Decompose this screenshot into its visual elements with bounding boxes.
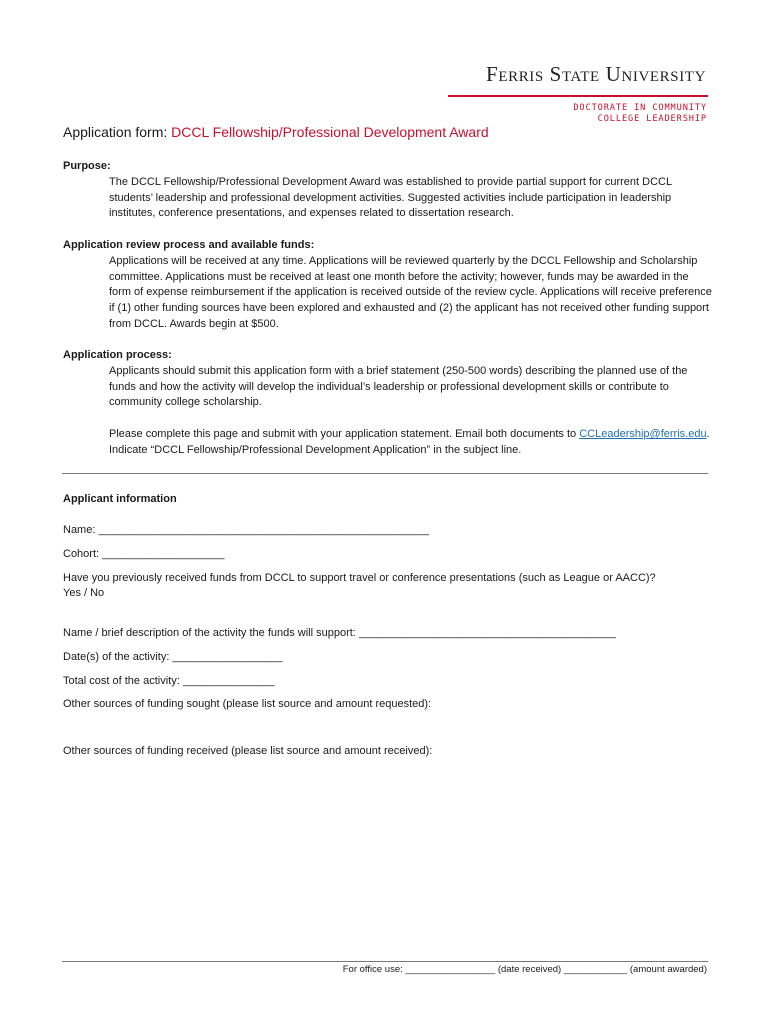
previous-funds-options[interactable]: Yes / No [63,587,105,599]
instructions-subject: . Indicate “DCCL Fellowship/Professional Development Application” in the subject line. [109,428,710,456]
funding-sought-field[interactable]: Other sources of funding sought (please list source and amount requested): [63,698,432,710]
section-divider [62,473,708,474]
activity-field[interactable]: Name / brief description of the activity the funds will support: __________________________________________ [63,627,616,639]
review-section [63,238,713,333]
review-heading: Application review process and available funds: [63,239,315,251]
office-use-footer: For office use: _________________ (date received) ____________ (amount awarded) [342,964,707,975]
review-text: Applications will be received at any time. Applications will be reviewed quarterly by the DCCL Fellowship and Scholarship committee. Applications must be received at least one month before the activity; however, funds may be awarded in the form of expense reimbursement if the application is received outside of the review cycle. Applications will receive preference if (1) other funding sources have been explored and exhausted and (2) the applicant has not received other funding support from DCCL. Awards begin at $500. [109,254,712,330]
program-name [467,103,707,124]
funding-received-field[interactable]: Other sources of funding received (please list source and amount received): [63,745,433,757]
university-logo [486,62,706,87]
purpose-section [63,159,713,222]
email-link[interactable]: CCLeadership@ferris.edu [579,428,707,441]
process-text: Applicants should submit this application form with a brief statement (250-500 words) describing the planned use of the funds and how the activity will develop the individual’s leadership or professional development skills or contribute to community college scholarship. [109,364,688,409]
dates-field[interactable]: Date(s) of the activity: __________________ [63,651,283,663]
title-value: DCCL Fellowship/Professional Development Award [171,124,489,140]
cohort-field[interactable]: Cohort: ____________________ [63,548,225,560]
process-instructions [63,427,713,459]
program-line-1: DOCTORATE IN COMMUNITY [573,103,707,113]
applicant-heading: Applicant information [63,493,177,505]
page-title [63,124,489,140]
purpose-heading: Purpose: [63,160,111,172]
previous-funds-question: Have you previously received funds from DCCL to support travel or conference presentations (such as League or AACC)? [63,572,656,584]
footer-rule [62,961,708,962]
purpose-text: The DCCL Fellowship/Professional Development Award was established to provide partial support for current DCCL students’ leadership and professional development activities. Suggested activities include participation in leadership institutes, conference presentations, and expenses related to dissertation research. [109,175,672,220]
name-field[interactable]: Name: ______________________________________________________ [63,524,429,536]
header-rule [448,95,708,97]
cost-field[interactable]: Total cost of the activity: _______________ [63,675,275,687]
process-section [63,348,713,459]
title-label: Application form: [63,124,168,140]
instructions-text: Please complete this page and submit with your application statement. Email both documents to [109,428,577,441]
program-line-2: COLLEGE LEADERSHIP [597,113,707,124]
university-name: Ferris State University [486,62,706,86]
process-heading: Application process: [63,349,172,361]
